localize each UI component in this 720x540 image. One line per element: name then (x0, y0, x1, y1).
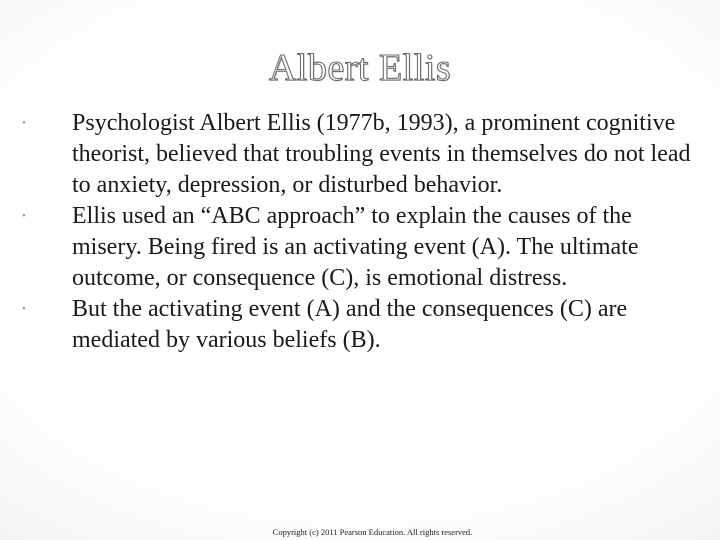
bullet-icon: • (22, 117, 26, 129)
bullet-item (22, 108, 704, 201)
bullet-item (22, 201, 704, 294)
bullet-text: But the activating event (A) and the consequences (C) are mediated by various beliefs (B). (72, 296, 628, 353)
bullet-item (22, 294, 704, 356)
bullet-text: Ellis used an “ABC approach” to explain the causes of the misery. Being fired is an activating event (A). The ultimate outcome, or consequence (C), is emotional distress. (72, 203, 639, 291)
bullet-icon: • (22, 303, 26, 315)
bullet-icon: • (22, 210, 26, 222)
slide-title: Albert Ellis (268, 47, 452, 89)
copyright-footer: Copyright (c) 2011 Pearson Education. All rights reserved. (272, 527, 473, 537)
bullet-text: Psychologist Albert Ellis (1977b, 1993), a prominent cognitive theorist, believed that troubling events in themselves do not lead to anxiety, depression, or disturbed behavior. (72, 110, 691, 198)
bullet-list (22, 108, 704, 356)
